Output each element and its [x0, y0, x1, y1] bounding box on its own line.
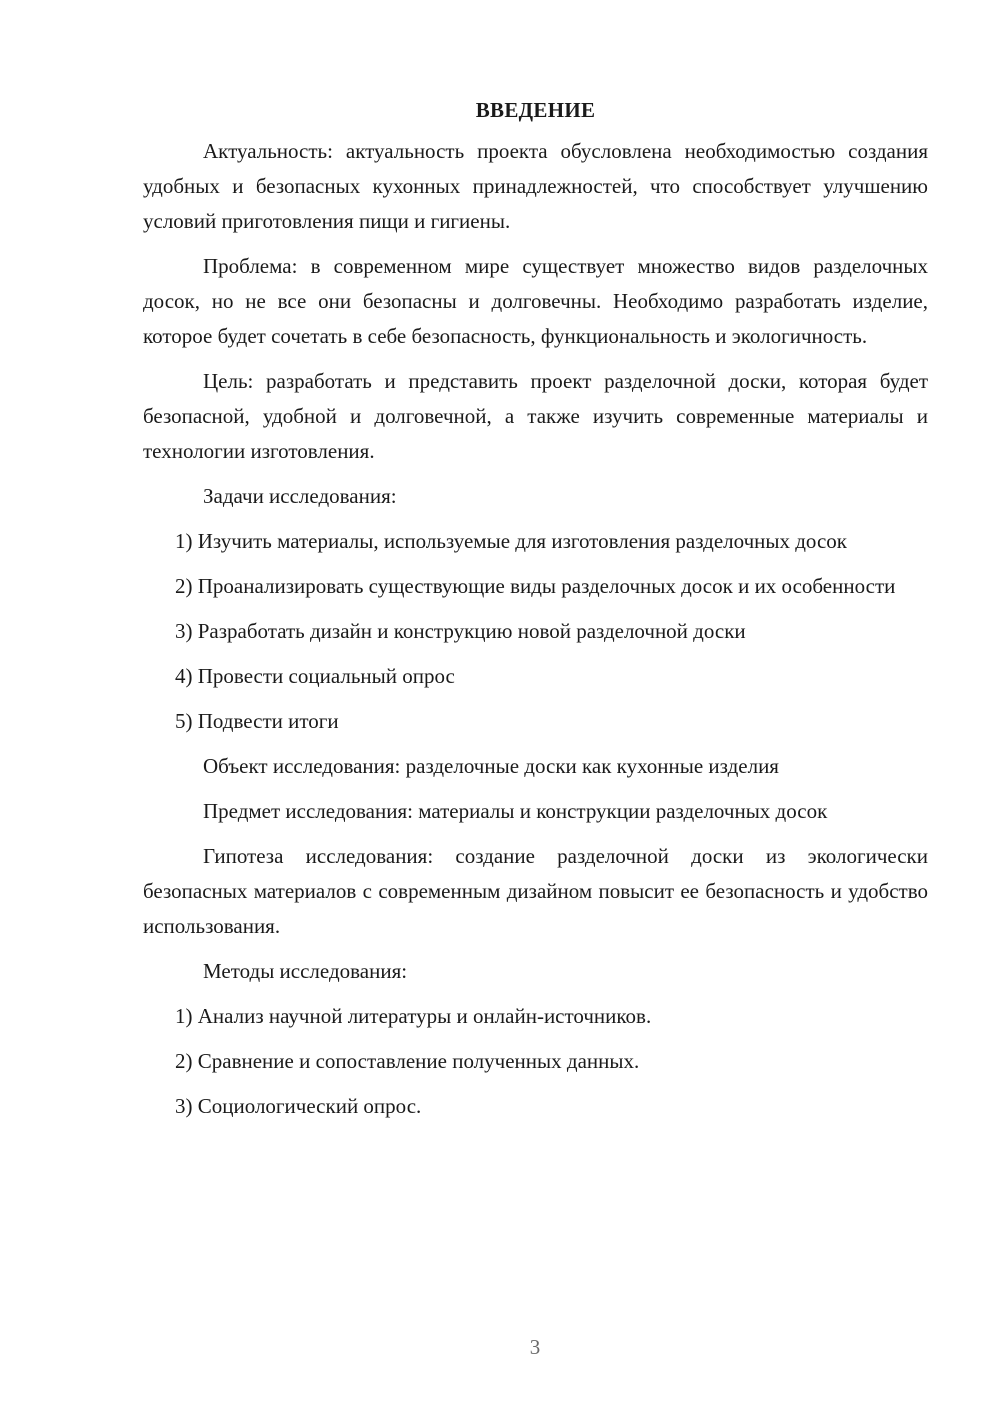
task-item-4: 4) Провести социальный опрос: [175, 664, 455, 688]
paragraph-object: Объект исследования: разделочные доски как кухонные изделия: [203, 754, 779, 778]
task-item-3: 3) Разработать дизайн и конструкцию новой разделочной доски: [175, 619, 746, 643]
task-item-2: 2) Проанализировать существующие виды разделочных досок и их особенности: [175, 574, 896, 598]
paragraph-methods-heading: Методы исследования:: [203, 959, 408, 983]
method-item-2: 2) Сравнение и сопоставление полученных данных.: [175, 1049, 640, 1073]
task-item-1: 1) Изучить материалы, используемые для изготовления разделочных досок: [175, 529, 847, 553]
page-number: 3: [529, 1335, 541, 1359]
paragraph-goal: Цель: разработать и представить проект разделочной доски, которая будет безопасной, удобной и долговечной, а также изучить современные материалы и технологии изготовления.: [143, 369, 928, 463]
paragraph-tasks-heading: Задачи исследования:: [203, 484, 397, 508]
paragraph-relevance: Актуальность: актуальность проекта обусловлена необходимостью создания удобных и безопасных кухонных принадлежностей, что способствует улучшению условий приготовления пищи и гигиены.: [143, 139, 928, 233]
document-page: [143, 96, 928, 1134]
paragraph-problem: Проблема: в современном мире существует множество видов разделочных досок, но не все они безопасны и долговечны. Необходимо разработать изделие, которое будет сочетать в себе безопасность, функциональность и экологичность.: [143, 254, 928, 348]
task-item-5: 5) Подвести итоги: [175, 709, 339, 733]
section-title: ВВЕДЕНИЕ: [475, 98, 596, 122]
method-item-1: 1) Анализ научной литературы и онлайн-источников.: [175, 1004, 652, 1028]
method-item-3: 3) Социологический опрос.: [175, 1094, 422, 1118]
paragraph-hypothesis: Гипотеза исследования: создание разделочной доски из экологически безопасных материалов с современным дизайном повысит ее безопасность и удобство использования.: [143, 844, 928, 938]
paragraph-subject: Предмет исследования: материалы и конструкции разделочных досок: [203, 799, 828, 823]
